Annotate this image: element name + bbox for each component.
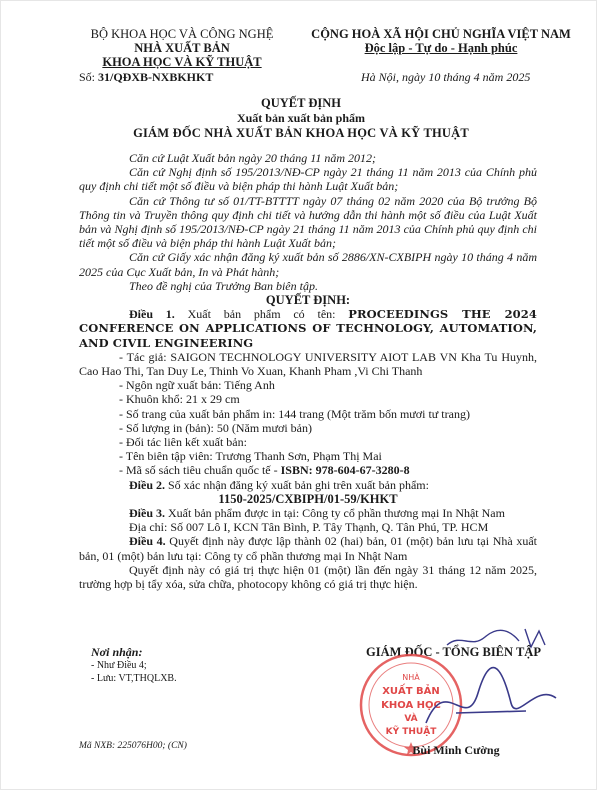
preamble-2: Căn cứ Nghị định số 195/2013/NĐ-CP ngày 21 tháng 11 năm 2013 của Chính phủ quy định chi tiết một số điều và biện pháp thi hành Luật Xuất bản; <box>79 165 537 194</box>
ministry-name: BỘ KHOA HỌC VÀ CÔNG NGHỆ <box>90 27 274 41</box>
article-2-label: Điều 2. <box>129 477 165 492</box>
publisher-name-line2: KHOA HỌC VÀ KỸ THUẬT <box>102 55 262 69</box>
partner-item: - Đối tác liên kết xuất bản: <box>119 435 247 450</box>
preamble-5: Theo đề nghị của Trưởng Ban biên tập. <box>129 278 318 293</box>
country-name: CỘNG HOÀ XÃ HỘI CHỦ NGHĨA VIỆT NAM <box>311 27 571 41</box>
article-3-label: Điều 3. <box>129 506 165 521</box>
recipients <box>91 646 177 685</box>
article-2-text: Số xác nhận đăng ký xuất bản ghi trên xuất bản phẩm: <box>165 477 429 492</box>
decision-title <box>41 96 561 141</box>
validity-clause: Quyết định này có giá trị thực hiện 01 (một) lần đến ngày 31 tháng 12 năm 2025, trường hợp bị tẩy xóa, sửa chữa, photocopy không có giá trị thực hiện. <box>79 562 537 592</box>
recipients-heading: Nơi nhận: <box>91 645 143 659</box>
article-3-text: Xuất bản phẩm được in tại: Công ty cổ phần thương mại In Nhật Nam <box>165 506 505 521</box>
editor-item: - Tên biên tập viên: Trương Thanh Sơn, Phạm Thị Mai <box>119 449 382 464</box>
article-3 <box>79 506 537 520</box>
seal-line: KHOA HỌC <box>381 700 441 711</box>
preamble-1: Căn cứ Luật Xuất bản ngày 20 tháng 11 năm 2012; <box>129 151 376 165</box>
seal-line: VÀ <box>404 714 418 724</box>
signature-block <box>346 645 561 757</box>
isbn-value: ISBN: 978-604-67-3280-8 <box>280 463 410 478</box>
title-line3: GIÁM ĐỐC NHÀ XUẤT BẢN KHOA HỌC VÀ KỸ THUẬT <box>133 126 469 140</box>
publication-name: PROCEEDINGS THE 2024 CONFERENCE ON APPLICATIONS OF TECHNOLOGY, AUTOMATION, AND CIVIL ENGINEERING <box>79 307 537 350</box>
document-number-label: Số: <box>79 70 99 84</box>
printer-address: Địa chỉ: Số 007 Lô I, KCN Tân Bình, P. Tây Thạnh, Q. Tân Phú, TP. HCM <box>129 520 489 535</box>
publisher-name-line1: NHÀ XUẤT BẢN <box>134 41 230 55</box>
document-number-value: 31/QĐXB-NXBKHKT <box>98 70 214 84</box>
preamble-3: Căn cứ Thông tư số 01/TT-BTTTT ngày 07 tháng 02 năm 2020 của Bộ trưởng Bộ Thông tin và Truyền thông quy định chi tiết và hướng dẫn thi hành một số điều của Luật Xuất bản và Nghị định số 195/2013/NĐ-CP ngày 21 tháng 11 năm 2013 của Chính phủ quy định chi tiết một số điều và biện pháp thi hành Luật Xuất bản; <box>79 193 537 251</box>
isbn-label: - Mã số sách tiêu chuẩn quốc tế - <box>119 463 281 478</box>
language-item: - Ngôn ngữ xuất bản: Tiếng Anh <box>119 378 275 393</box>
recipient-item: - Như Điều 4; <box>91 660 147 671</box>
article-1-text: Xuất bản phẩm có tên: <box>174 307 349 322</box>
preamble-4: Căn cứ Giấy xác nhận đăng ký xuất bản số 2886/XN-CXBIPH ngày 10 tháng 4 năm 2025 của Cục Xuất bản, In và Phát hành; <box>79 250 537 279</box>
publisher-code: Mã NXB: 225076H00; (CN) <box>79 741 187 751</box>
author-item: - Tác giả: SAIGON TECHNOLOGY UNIVERSITY AIOT LAB VN Kha Tu Huynh, Cao Hao Thi, Tan Duy Le, Thinh Vo Xuan, Khanh Pham ,Vi Chi Thanh <box>79 349 537 379</box>
article-4-text: Quyết định này được lập thành 02 (hai) bản, 01 (một) bản lưu tại Nhà xuất bản, 01 (một) bản lưu tại: Công ty cổ phần thương mại In Nhật Nam <box>79 534 537 563</box>
article-1 <box>79 307 537 350</box>
seal-line: NHÀ <box>402 673 420 682</box>
signer-name: Bùi Minh Cường <box>412 743 500 757</box>
document-body <box>79 151 537 591</box>
handwritten-signature <box>416 653 566 743</box>
recipient-item: - Lưu: VT,THQLXB. <box>91 673 177 684</box>
article-2 <box>79 478 537 492</box>
article-4 <box>79 534 537 562</box>
print-quantity-item: - Số lượng in (bản): 50 (Năm mươi bản) <box>119 420 313 435</box>
national-motto: Độc lập - Tự do - Hạnh phúc <box>364 41 518 55</box>
signer-position: GIÁM ĐỐC - TỔNG BIÊN TẬP <box>366 645 541 659</box>
publisher-header <box>77 27 287 69</box>
registration-number: 1150-2025/CXBIPH/01-59/KHKT <box>218 491 398 506</box>
seal-line: XUẤT BẢN <box>382 686 440 697</box>
format-item: - Khuôn khổ: 21 x 29 cm <box>119 392 240 407</box>
isbn-item <box>79 463 537 477</box>
article-1-label: Điều 1. <box>129 307 175 322</box>
document-date: Hà Nội, ngày 10 tháng 4 năm 2025 <box>361 70 531 84</box>
document-number <box>79 70 213 85</box>
article-4-label: Điều 4. <box>129 534 166 549</box>
decision-heading: QUYẾT ĐỊNH: <box>265 293 351 308</box>
page-count-item: - Số trang của xuất bản phẩm in: 144 trang (Một trăm bốn mươi tư trang) <box>119 406 470 421</box>
title-line1: QUYẾT ĐỊNH <box>261 96 341 110</box>
title-line2: Xuất bản xuất bản phẩm <box>236 111 366 125</box>
national-header <box>301 27 581 55</box>
seal-line: KỸ THUẬT <box>385 727 437 737</box>
